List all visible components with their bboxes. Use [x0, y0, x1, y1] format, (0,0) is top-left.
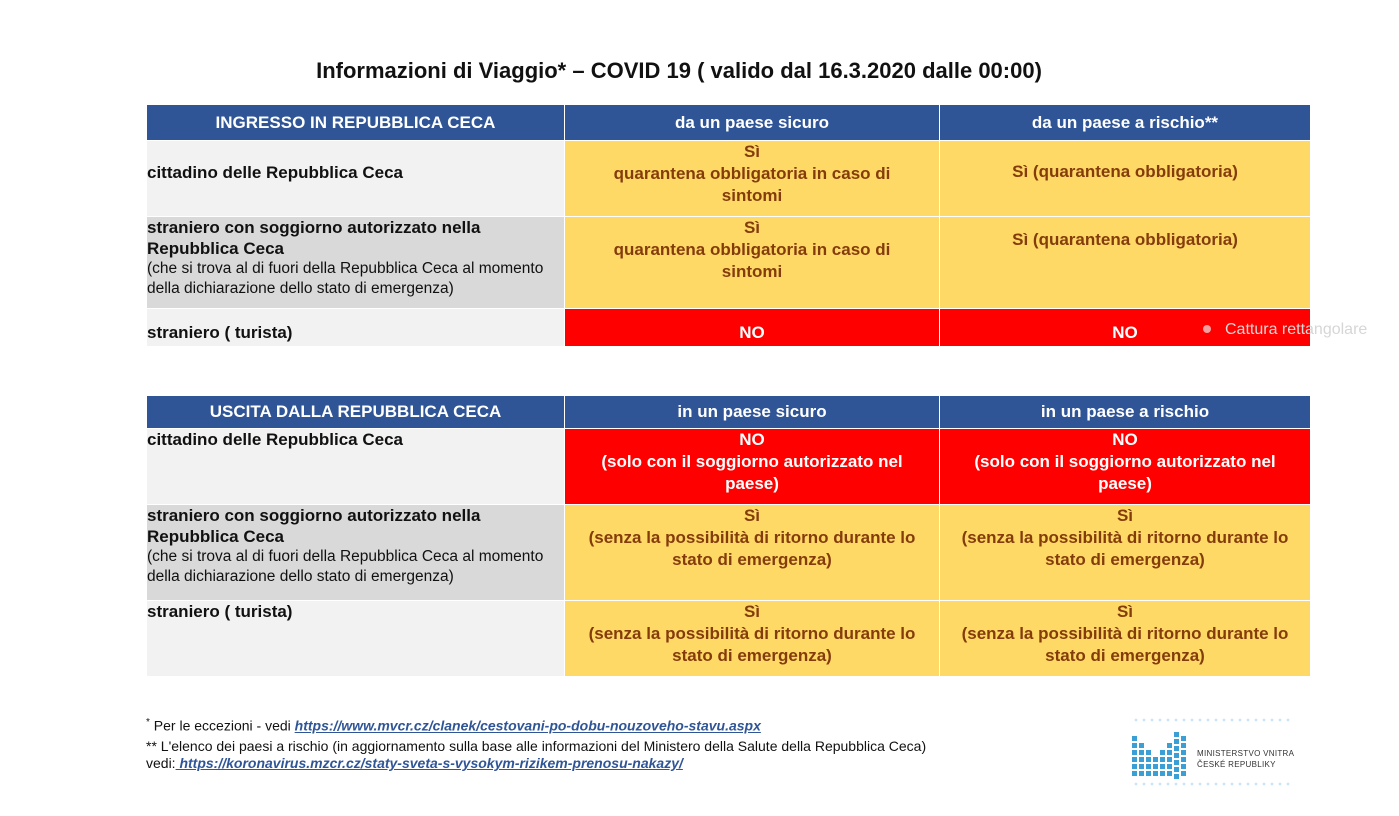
cell-line: Sì: [1116, 506, 1134, 525]
exit-header-category: USCITA DALLA REPUBBLICA CECA: [147, 396, 565, 429]
footnote-1-link[interactable]: https://www.mvcr.cz/clanek/cestovani-po-dobu-nouzoveho-stavu.aspx: [294, 717, 761, 734]
row-label-main: straniero ( turista): [147, 602, 293, 621]
cell-line: (senza la possibilità di ritorno durante lo: [588, 528, 916, 547]
exit-header-risk: in un paese a rischio: [940, 396, 1311, 429]
entry-header-row: [147, 105, 1311, 141]
cell-line: Sì: [1116, 602, 1134, 621]
cell-line: stato di emergenza): [672, 550, 832, 569]
table-row: [147, 141, 1311, 217]
row-label-main: cittadino delle Repubblica Ceca: [147, 430, 404, 449]
row-label-main: straniero con soggiorno autorizzato nella Repubblica Ceca: [147, 506, 481, 546]
exit-header-safe: in un paese sicuro: [565, 396, 940, 429]
cell-risk: [940, 429, 1311, 505]
row-label-main: cittadino delle Repubblica Ceca: [147, 163, 404, 182]
row-label-main: straniero con soggiorno autorizzato nella Repubblica Ceca: [147, 218, 481, 258]
row-label-sub: (che si trova al di fuori della Repubblica Ceca al momento della dichiarazione dello stato di emergenza): [147, 548, 544, 585]
cell-safe: [565, 309, 940, 347]
cell-line: stato di emergenza): [1045, 646, 1205, 665]
cell-risk: [940, 601, 1311, 677]
entry-header-category: INGRESSO IN REPUBBLICA CECA: [147, 105, 565, 141]
cell-safe: [565, 429, 940, 505]
cell-line: stato di emergenza): [1045, 550, 1205, 569]
cell-line: Sì: [743, 218, 761, 237]
cell-line: Sì: [743, 602, 761, 621]
row-label: [147, 429, 565, 505]
cell-line: Sì (quarantena obbligatoria): [1012, 162, 1238, 181]
cell-line: (senza la possibilità di ritorno durante lo: [961, 624, 1289, 643]
cell-safe: [565, 505, 940, 601]
cell-line: NO: [739, 323, 765, 342]
capture-overlay[interactable]: [1191, 314, 1399, 346]
cell-line: paese): [725, 474, 779, 493]
cell-line: sintomi: [721, 262, 783, 281]
cell-line: Sì (quarantena obbligatoria): [1012, 230, 1238, 249]
table-row: [147, 505, 1311, 601]
row-label-main: straniero ( turista): [147, 323, 293, 342]
cell-safe: [565, 601, 940, 677]
page-title: Informazioni di Viaggio* – COVID 19 ( valido dal 16.3.2020 dalle 00:00): [316, 58, 1042, 83]
ministry-logo-text: [1197, 748, 1294, 770]
cell-line: (solo con il soggiorno autorizzato nel: [601, 452, 903, 471]
cell-line: Sì: [743, 506, 761, 525]
cell-risk: [940, 217, 1311, 309]
cell-line: stato di emergenza): [672, 646, 832, 665]
cell-risk: [940, 141, 1311, 217]
footnote-1: [146, 714, 906, 735]
entry-table: [146, 104, 1311, 347]
entry-header-risk: da un paese a rischio**: [940, 105, 1311, 141]
exit-table: [146, 395, 1311, 677]
footnote-2-link[interactable]: https://koronavirus.mzcr.cz/staty-sveta-s-vysokym-rizikem-prenosu-nakazy/: [175, 755, 683, 771]
cell-safe: [565, 141, 940, 217]
cell-line: NO: [739, 430, 765, 449]
cell-line: (solo con il soggiorno autorizzato nel: [974, 452, 1276, 471]
cell-line: paese): [1098, 474, 1152, 493]
table-row: [147, 429, 1311, 505]
cell-line: sintomi: [721, 186, 783, 205]
cell-line: Sì: [743, 142, 761, 161]
table-row: [147, 309, 1311, 347]
footnote-2-text: ** L'elenco dei paesi a rischio (in aggiornamento sulla base alle informazioni del Ministero della Salute della Repubblica Ceca) vedi:: [146, 738, 927, 771]
table-row: [147, 217, 1311, 309]
row-label: [147, 141, 565, 217]
record-dot-icon: [1203, 325, 1211, 333]
row-label: [147, 505, 565, 601]
cell-line: NO: [1112, 430, 1138, 449]
row-label: [147, 217, 565, 309]
footnote-2: [146, 738, 946, 772]
logo-line-2: ČESKÉ REPUBLIKY: [1197, 760, 1276, 769]
row-label: [147, 601, 565, 677]
capture-overlay-label: Cattura rettangolare: [1225, 321, 1368, 338]
entry-header-safe: da un paese sicuro: [565, 105, 940, 141]
exit-header-row: [147, 396, 1311, 429]
footnote-1-text: Per le eccezioni - vedi: [149, 717, 295, 734]
cell-line: quarantena obbligatoria in caso di: [613, 240, 891, 259]
row-label-sub: (che si trova al di fuori della Repubblica Ceca al momento della dichiarazione dello stato di emergenza): [147, 260, 544, 297]
footnote-1-mark: *: [146, 717, 150, 728]
cell-line: quarantena obbligatoria in caso di: [613, 164, 891, 183]
cell-safe: [565, 217, 940, 309]
cell-line: NO: [1112, 323, 1138, 342]
cell-line: (senza la possibilità di ritorno durante lo: [588, 624, 916, 643]
cell-risk: [940, 505, 1311, 601]
logo-line-1: MINISTERSTVO VNITRA: [1197, 749, 1295, 758]
table-row: [147, 601, 1311, 677]
row-label: [147, 309, 565, 347]
cell-line: (senza la possibilità di ritorno durante lo: [961, 528, 1289, 547]
